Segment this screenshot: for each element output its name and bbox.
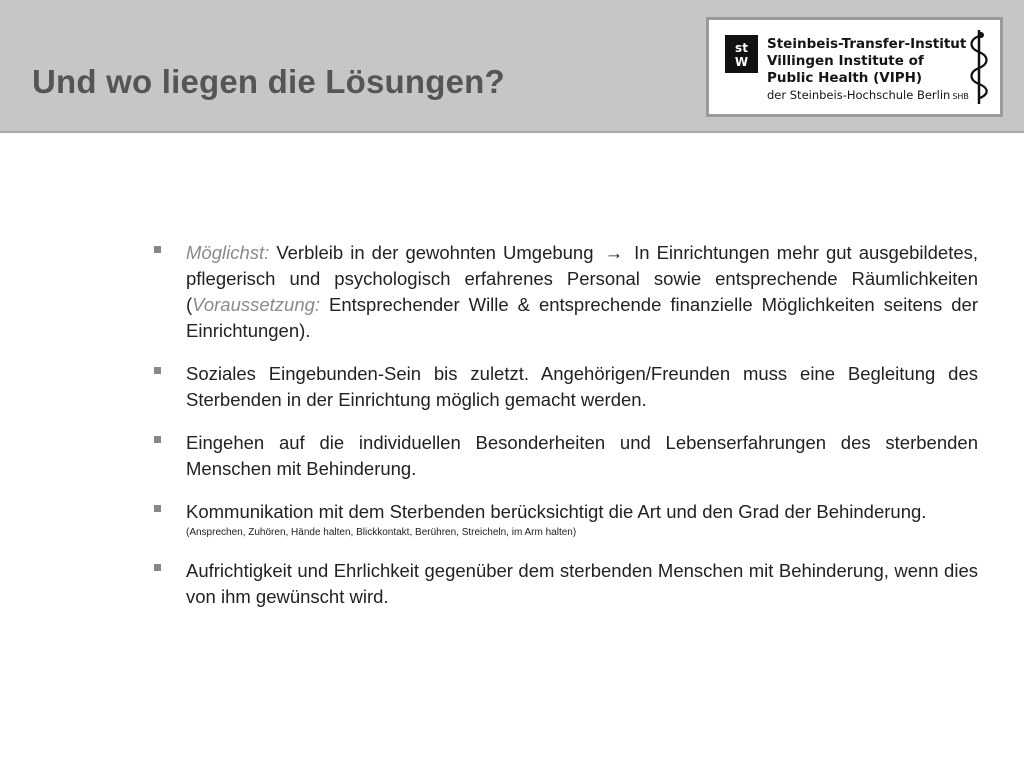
institute-logo [706, 17, 1003, 117]
logo-line-2: Villingen Institute of [767, 53, 924, 69]
logo-mark-bottom: W [734, 55, 749, 69]
logo-line-1: Steinbeis-Transfer-Institut [767, 36, 967, 52]
logo-mark-top: st [735, 41, 748, 55]
staff-of-asclepius-icon [964, 28, 994, 106]
list-item-text-part: Entsprechender Wille & entsprechende finanzielle Möglichkeiten seitens der Einrichtungen). [186, 294, 978, 341]
list-item [150, 499, 978, 541]
list-item-text: Kommunikation mit dem Sterbenden berücksichtigt die Art und den Grad der Behinderung. [186, 501, 927, 522]
right-arrow-icon: → [604, 242, 624, 263]
list-item-text: Soziales Eingebunden-Sein bis zuletzt. Angehörigen/Freunden muss eine Begleitung des Sterbenden in der Einrichtung möglich gemacht werden. [186, 363, 978, 410]
logo-line-4-text: der Steinbeis-Hochschule Berlin [767, 88, 951, 102]
slide-header [0, 0, 1024, 133]
list-item-note: (Ansprechen, Zuhören, Hände halten, Blickkontakt, Berühren, Streicheln, im Arm halten) [186, 527, 577, 538]
logo-line-4-suffix: SHB [952, 92, 969, 101]
list-item-text-part: Verbleib in der gewohnten Umgebung [269, 242, 601, 263]
logo-line-4 [767, 88, 969, 102]
square-bullet-icon [154, 246, 161, 253]
logo-line-3: Public Health (VIPH) [767, 70, 923, 86]
list-item [150, 361, 978, 413]
square-bullet-icon [154, 564, 161, 571]
list-item [150, 430, 978, 482]
square-bullet-icon [154, 505, 161, 512]
page-title: Und wo liegen die Lösungen? [32, 63, 505, 100]
square-bullet-icon [154, 436, 161, 443]
stw-logo-mark [725, 35, 758, 73]
list-item-text [186, 240, 978, 344]
list-item [150, 240, 978, 344]
list-item-soft-prefix: Möglichst: [186, 242, 270, 263]
bullet-list [150, 240, 978, 627]
list-item-text-part: In Einrichtungen mehr gut ausgebildetes, pflegerisch und psychologisch erfahrenes Personal sowie entsprechende Räumlichkeiten ( [186, 242, 979, 315]
list-item [150, 558, 978, 610]
list-item-soft-label: Voraussetzung: [192, 294, 321, 315]
square-bullet-icon [154, 367, 161, 374]
list-item-text: Eingehen auf die individuellen Besonderheiten und Lebenserfahrungen des sterbenden Menschen mit Behinderung. [186, 432, 978, 479]
list-item-text: Aufrichtigkeit und Ehrlichkeit gegenüber dem sterbenden Menschen mit Behinderung, wenn dies von ihm gewünscht wird. [186, 560, 978, 607]
